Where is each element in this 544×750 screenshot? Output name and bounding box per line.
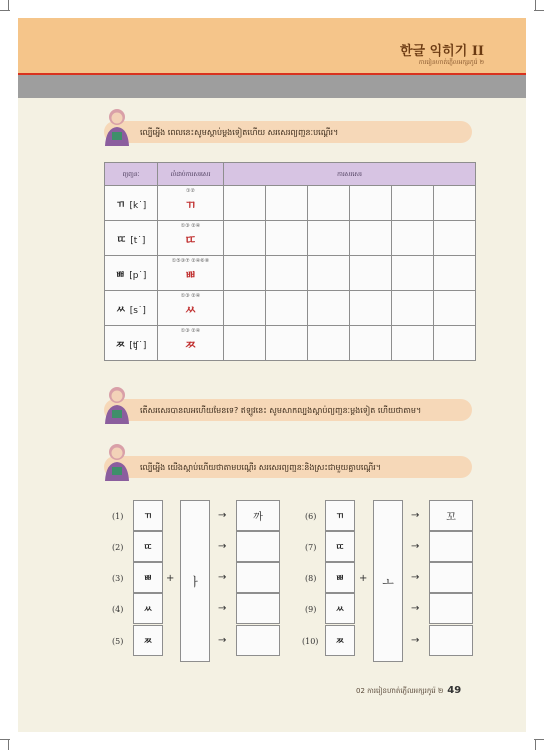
writing-cell[interactable] xyxy=(224,221,266,256)
consonant-cell: ㄸ [t˙] xyxy=(105,221,158,256)
consonant-box: ㅆ xyxy=(325,593,355,624)
writing-cell[interactable] xyxy=(266,221,308,256)
vowel-box: ㅗ xyxy=(373,500,403,662)
consonant-cell: ㄲ [k˙] xyxy=(105,186,158,221)
writing-cell[interactable] xyxy=(434,326,476,361)
answer-box[interactable] xyxy=(236,625,280,656)
teacher-avatar-icon xyxy=(100,384,134,424)
writing-cell[interactable] xyxy=(392,256,434,291)
column-header-writing: ការសរសេរ xyxy=(224,163,476,186)
consonant-box: ㅃ xyxy=(325,562,355,593)
consonant-box: ㄸ xyxy=(133,531,163,562)
table-row xyxy=(105,291,476,326)
exercise-number: (10) xyxy=(302,637,319,646)
column-header-stroke-order: លំដាប់ការសរសេរ xyxy=(158,163,224,186)
consonant-box: ㄲ xyxy=(133,500,163,531)
vowel-box: ㅏ xyxy=(180,500,210,662)
writing-cell[interactable] xyxy=(434,256,476,291)
table-row xyxy=(105,326,476,361)
arrow-icon: → xyxy=(411,635,420,646)
writing-cell[interactable] xyxy=(308,326,350,361)
arrow-icon: → xyxy=(411,510,420,521)
writing-cell[interactable] xyxy=(224,326,266,361)
arrow-icon: → xyxy=(218,603,227,614)
stroke-order-cell: ①③ ②④ ㅉ xyxy=(158,326,224,361)
answer-box[interactable] xyxy=(429,562,473,593)
writing-cell[interactable] xyxy=(224,186,266,221)
exercise-number: (9) xyxy=(305,605,317,614)
writing-cell[interactable] xyxy=(224,291,266,326)
arrow-icon: → xyxy=(218,541,227,552)
plus-sign: + xyxy=(359,573,368,584)
writing-cell[interactable] xyxy=(434,221,476,256)
arrow-icon: → xyxy=(218,510,227,521)
page-number: 49 xyxy=(447,685,462,696)
writing-cell[interactable] xyxy=(308,221,350,256)
footer-text: 02 ការរៀនហាត់ភ្ញើលអក្សរកូរ៉េ ២ xyxy=(356,687,444,695)
gray-band xyxy=(18,75,526,98)
exercise-number: (6) xyxy=(305,512,317,521)
writing-cell[interactable] xyxy=(308,291,350,326)
writing-cell[interactable] xyxy=(266,186,308,221)
consonant-cell: ㅆ [s˙] xyxy=(105,291,158,326)
writing-cell[interactable] xyxy=(392,221,434,256)
consonant-cell: ㅃ [p˙] xyxy=(105,256,158,291)
answer-box[interactable] xyxy=(429,625,473,656)
writing-cell[interactable] xyxy=(350,326,392,361)
plus-sign: + xyxy=(166,573,175,584)
exercise-number: (8) xyxy=(305,574,317,583)
consonant-box: ㅃ xyxy=(133,562,163,593)
arrow-icon: → xyxy=(411,603,420,614)
arrow-icon: → xyxy=(411,541,420,552)
table-row xyxy=(105,186,476,221)
header-subtitle: ការរៀនហាត់ភ្ញើលអក្សរកូរ៉េ ២ xyxy=(418,59,484,66)
instruction-text-2: តើសរសេរបានលអហើយមែនទេ? ឥឡូវនេះ សូមសាកល្បងស្ដាប់ព្យញ្ជនៈម្ដងទៀត ហើយថាតាម។ xyxy=(140,406,422,415)
writing-cell[interactable] xyxy=(434,186,476,221)
exercise-number: (3) xyxy=(112,574,124,583)
teacher-avatar-icon xyxy=(100,441,134,481)
answer-box[interactable] xyxy=(429,593,473,624)
writing-cell[interactable] xyxy=(308,186,350,221)
writing-cell[interactable] xyxy=(224,256,266,291)
stroke-order-cell: ①③ ②④ ㄸ xyxy=(158,221,224,256)
page-footer xyxy=(356,685,461,697)
arrow-icon: → xyxy=(411,572,420,583)
writing-cell[interactable] xyxy=(266,256,308,291)
exercise-number: (7) xyxy=(305,543,317,552)
exercise-number: (4) xyxy=(112,605,124,614)
arrow-icon: → xyxy=(218,572,227,583)
writing-cell[interactable] xyxy=(392,186,434,221)
stroke-order-cell: ①② ㄲ xyxy=(158,186,224,221)
consonant-box: ㄲ xyxy=(325,500,355,531)
exercise-number: (5) xyxy=(112,637,124,646)
answer-box[interactable] xyxy=(236,593,280,624)
stroke-order-cell: ①③ ②④ ㅆ xyxy=(158,291,224,326)
stroke-order-cell: ①⑤③⑦ ②④⑥⑧ ㅃ xyxy=(158,256,224,291)
writing-cell[interactable] xyxy=(350,256,392,291)
consonant-cell: ㅉ [ʧ˙] xyxy=(105,326,158,361)
writing-cell[interactable] xyxy=(266,326,308,361)
table-row xyxy=(105,221,476,256)
teacher-avatar-icon xyxy=(100,106,134,146)
consonant-box: ㄸ xyxy=(325,531,355,562)
column-header-consonant: ព្យញ្ជនៈ xyxy=(105,163,158,186)
writing-cell[interactable] xyxy=(434,291,476,326)
writing-cell[interactable] xyxy=(350,186,392,221)
writing-cell[interactable] xyxy=(350,291,392,326)
answer-box[interactable] xyxy=(236,531,280,562)
instruction-text-1: ល្បើអ្នើង ពេលនេះសូមស្ដាប់ម្ដងទៀតហើយ សរសេរព្យញ្ជនៈបណ្ដើរ។ xyxy=(140,128,339,137)
header-title: 한글 익히기 II xyxy=(399,44,484,59)
instruction-text-3: ល្បើអ្នើង យើងស្ដាប់ហើយថាតាមបណ្ដើរ សរសេរព្យញ្ជនៈនិងស្រះជាមួយគ្នាបណ្ដើរ។ xyxy=(140,463,382,472)
writing-cell[interactable] xyxy=(266,291,308,326)
writing-cell[interactable] xyxy=(392,326,434,361)
arrow-icon: → xyxy=(218,635,227,646)
consonant-box: ㅆ xyxy=(133,593,163,624)
table-row xyxy=(105,256,476,291)
answer-box[interactable] xyxy=(429,531,473,562)
answer-box[interactable]: 꼬 xyxy=(429,500,473,531)
answer-box[interactable]: 까 xyxy=(236,500,280,531)
consonant-box: ㅉ xyxy=(133,625,163,656)
writing-cell[interactable] xyxy=(308,256,350,291)
writing-cell[interactable] xyxy=(350,221,392,256)
exercise-number: (2) xyxy=(112,543,124,552)
writing-practice-table xyxy=(104,162,476,361)
writing-cell[interactable] xyxy=(392,291,434,326)
page-header xyxy=(18,18,526,73)
answer-box[interactable] xyxy=(236,562,280,593)
consonant-box: ㅉ xyxy=(325,625,355,656)
exercise-number: (1) xyxy=(112,512,124,521)
